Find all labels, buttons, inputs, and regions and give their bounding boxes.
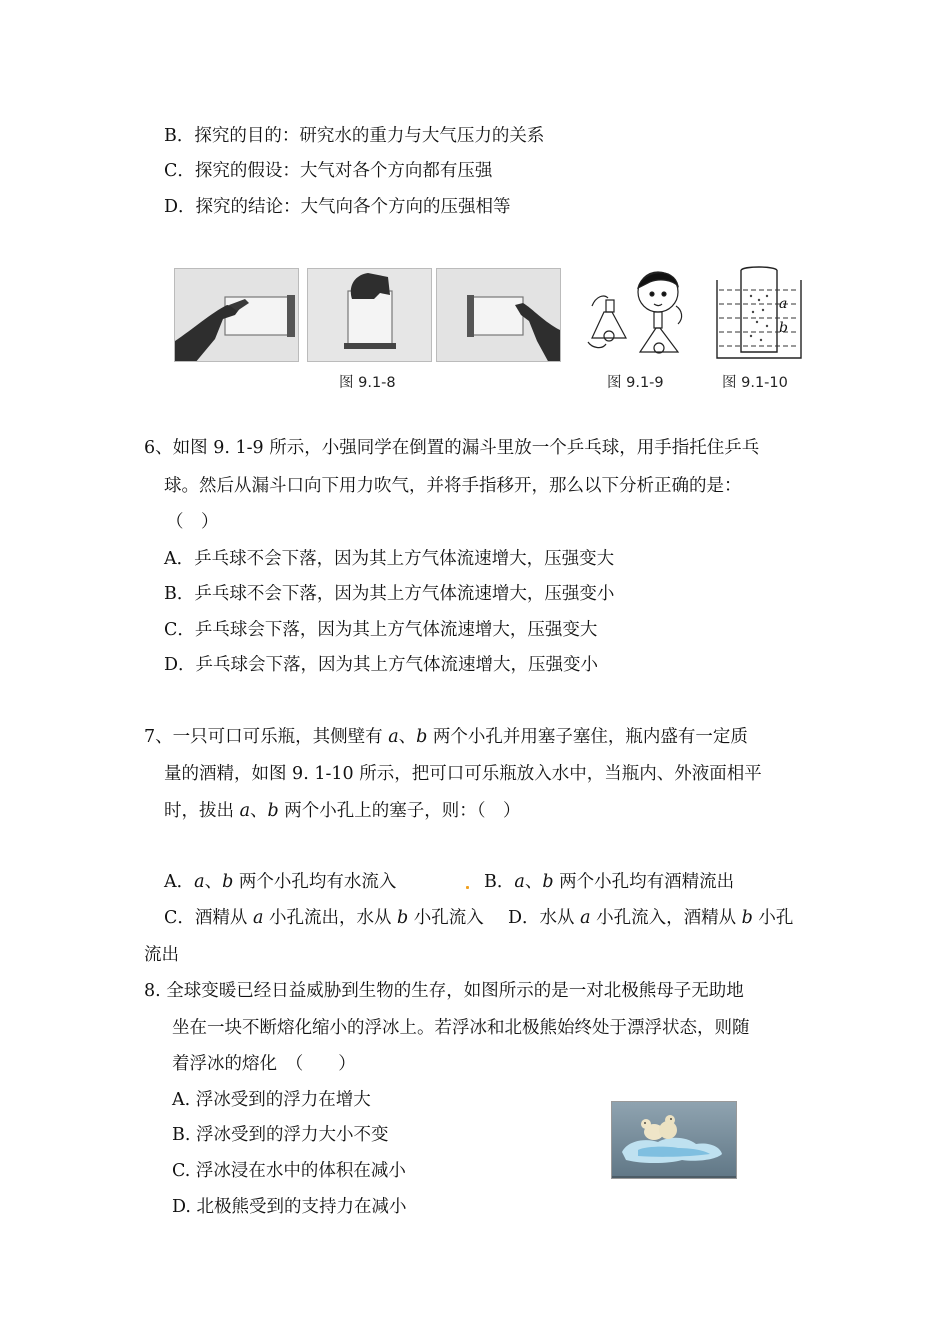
fig8-photo-1 <box>174 268 299 362</box>
q6-stem-line2: 球。然后从漏斗口向下用力吹气，并将手指移开，那么以下分析正确的是： <box>164 476 742 496</box>
q6-stem-line3: （ ） <box>166 512 219 532</box>
q8-stem-line2: 坐在一块不断熔化缩小的浮冰上。若浮冰和北极熊始终处于漂浮状态，则随 <box>172 1018 750 1038</box>
q8-option-d: D. 北极熊受到的支持力在减小 <box>172 1197 407 1217</box>
highlight-mark <box>466 886 469 889</box>
q6-option-d: D．乒乓球会下落，因为其上方气体流速增大，压强变小 <box>164 655 599 675</box>
fig10-label-a: a <box>779 296 788 312</box>
q8-option-a: A. 浮冰受到的浮力在增大 <box>172 1090 371 1110</box>
fig9-caption: 图 9.1-9 <box>607 375 664 391</box>
q7-option-c: C．酒精从 a 小孔流出，水从 b 小孔流入 <box>164 908 484 928</box>
fig8-caption: 图 9.1-8 <box>339 375 396 391</box>
polar-bear-photo <box>611 1101 737 1179</box>
q7-option-a: A．a、b 两个小孔均有水流入 <box>164 872 397 892</box>
fig10-label-b: b <box>779 320 788 336</box>
q6-stem-line1: 6、如图 9. 1-9 所示，小强同学在倒置的漏斗里放一个乒乓球，用手指托住乒乓 <box>144 438 760 458</box>
q8-stem-line3: 着浮冰的熔化 （ ） <box>172 1054 356 1074</box>
fig10-drawing <box>713 266 805 360</box>
q5-option-c: C．探究的假设：大气对各个方向都有压强 <box>164 161 493 181</box>
q7-option-d: D．水从 a 小孔流入，酒精从 b 小孔 <box>508 908 794 928</box>
q7-stem-line3: 时，拔出 a、b 两个小孔上的塞子，则：（ ） <box>164 801 521 821</box>
q5-option-d: D．探究的结论：大气向各个方向的压强相等 <box>164 197 511 217</box>
q7-option-d-wrap: 流出 <box>144 945 179 965</box>
q5-option-b: B．探究的目的：研究水的重力与大气压力的关系 <box>164 126 545 146</box>
q6-option-b: B．乒乓球不会下落，因为其上方气体流速增大，压强变小 <box>164 584 615 604</box>
q6-option-c: C．乒乓球会下落，因为其上方气体流速增大，压强变大 <box>164 620 598 640</box>
q6-option-a: A．乒乓球不会下落，因为其上方气体流速增大，压强变大 <box>164 549 615 569</box>
q8-option-b: B. 浮冰受到的浮力大小不变 <box>172 1125 389 1145</box>
fig9-drawing <box>582 266 694 366</box>
q8-option-c: C. 浮冰浸在水中的体积在减小 <box>172 1161 406 1181</box>
q7-stem-line1: 7、一只可口可乐瓶，其侧壁有 a、b 两个小孔并用塞子塞住，瓶内盛有一定质 <box>144 727 748 747</box>
q8-stem-line1: 8. 全球变暖已经日益威胁到生物的生存，如图所示的是一对北极熊母子无助地 <box>144 981 744 1001</box>
fig10-caption: 图 9.1-10 <box>722 375 788 391</box>
q7-stem-line2: 量的酒精，如图 9. 1-10 所示，把可口可乐瓶放入水中，当瓶内、外液面相平 <box>164 764 762 784</box>
q7-option-b: B．a、b 两个小孔均有酒精流出 <box>484 872 735 892</box>
fig8-photo-3 <box>436 268 561 362</box>
fig8-photo-2 <box>307 268 432 362</box>
